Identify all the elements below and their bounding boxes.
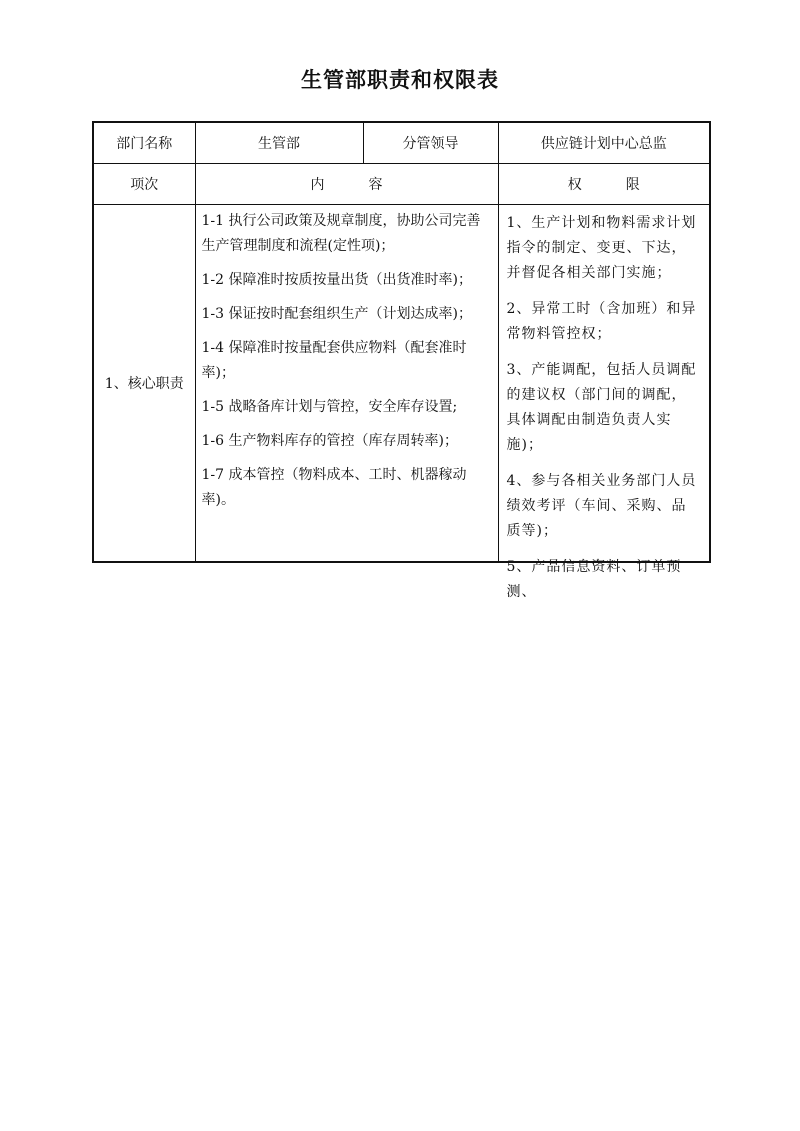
dept-name-label: 部门名称 (93, 122, 195, 164)
authority-item: 3、产能调配，包括人员调配的建议权（部门间的调配，具体调配由制造负责人实施)； (506, 362, 697, 453)
content-item: 1-7 成本管控（物料成本、工时、机器稼动率)。 (201, 467, 467, 508)
authority-item: 1、生产计划和物料需求计划指令的制定、变更、下达，并督促各相关部门实施； (506, 215, 697, 281)
content-item: 1-1 执行公司政策及规章制度，协助公司完善生产管理制度和流程(定性项)； (201, 213, 481, 254)
content-item: 1-2 保障准时按质按量出货（出货准时率)； (201, 272, 472, 288)
authority-column-header (498, 164, 710, 205)
content-cell (195, 205, 498, 563)
content-item: 1-5 战略备库计划与管控，安全库存设置; (201, 399, 458, 415)
responsibility-table (92, 121, 711, 600)
authority-header-char-2: 限 (625, 177, 640, 193)
dept-name-value: 生管部 (195, 122, 363, 164)
table-subheader-row (93, 164, 710, 205)
content-item: 1-4 保障准时按量配套供应物料（配套准时率)； (201, 340, 467, 381)
content-item: 1-3 保证按时配套组织生产（计划达成率)； (201, 306, 472, 322)
leader-value: 供应链计划中心总监 (498, 122, 710, 164)
authority-item: 4、参与各相关业务部门人员绩效考评（车间、采购、品质等)； (506, 473, 697, 539)
authority-header-char-1: 权 (567, 177, 582, 193)
content-header-char-2: 容 (368, 177, 383, 193)
authority-item: 5、产品信息资料、订单预测、 (506, 559, 682, 600)
page-title: 生管部职责和权限表 (301, 68, 499, 92)
item-column-header: 项次 (93, 164, 195, 205)
table-header-row (93, 122, 710, 164)
leader-label: 分管领导 (363, 122, 498, 164)
content-header-char-1: 内 (310, 177, 325, 193)
content-item: 1-6 生产物料库存的管控（库存周转率)； (201, 433, 458, 449)
content-column-header (195, 164, 498, 205)
item-cell: 1、核心职责 (93, 205, 195, 563)
authority-item: 2、异常工时（含加班）和异常物料管控权； (506, 301, 697, 342)
table-row (93, 205, 710, 563)
authority-list (506, 211, 702, 600)
authority-cell (498, 205, 710, 600)
